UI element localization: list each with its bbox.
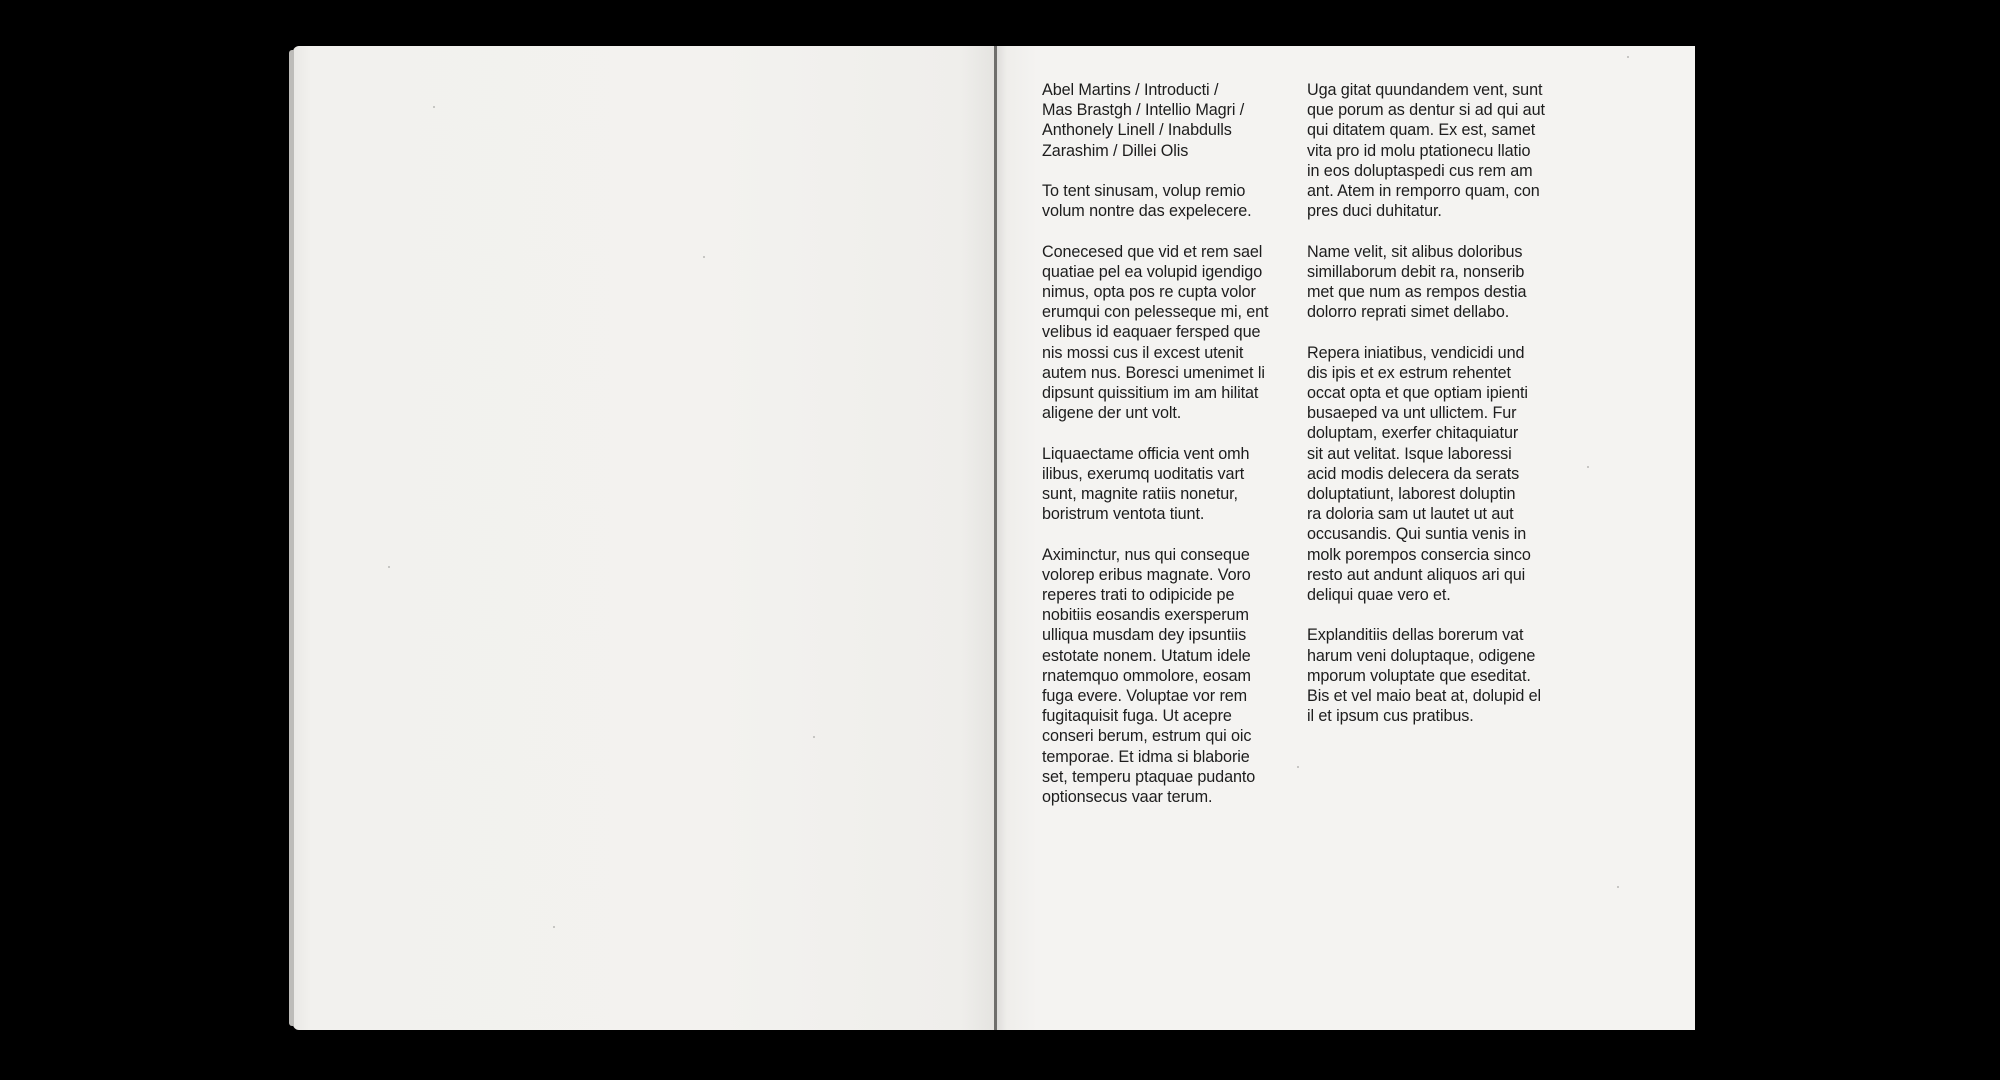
body-paragraph: Repera iniatibus, vendicidi und dis ipis et ex estrum rehentet occat opta et que optiam ipienti busaeped va unt ullictem. Fur doluptam, exerfer chitaquiatur sit aut velitat. Isque laboressi acid modis delecera da serats doluptatiunt, laborest doluptin ra doloria sam ut lautet ut aut occusandis. Qui suntia venis in molk porempos consercia sinco resto aut andunt aliquos ari qui deliqui quae vero et.	[1307, 343, 1531, 605]
paper-speck	[388, 566, 390, 568]
body-paragraph: Aximinctur, nus qui conseque volorep eribus magnate. Voro reperes trati to odipicide pe nobitiis eosandis exersperum ulliqua musdam dey ipsuntiis estotate nonem. Utatum idele rnatemquo ommolore, eosam fuga evere. Voluptae vor rem fugitaquisit fuga. Ut acepre conseri berum, estrum qui oic temporae. Et idma si blaborie set, temperu ptaquae pudanto optionsecus vaar terum.	[1042, 545, 1256, 807]
paper-speck	[433, 106, 435, 108]
paper-speck	[813, 736, 815, 738]
paper-speck	[703, 256, 705, 258]
author-credits: Abel Martins / Introducti / Mas Brastgh / Intellio Magri / Anthonely Linell / Inabdulls Zarashim / Dillei Olis	[1042, 81, 1245, 160]
paper-speck	[1587, 466, 1589, 468]
paper-speck	[1617, 886, 1619, 888]
right-text-column	[1307, 80, 1567, 747]
body-paragraph: To tent sinusam, volup remio volum nontre das expelecere.	[1042, 182, 1252, 221]
right-page-text	[997, 46, 1695, 1030]
body-paragraph: Liquaectame officia vent omh ilibus, exerumq uoditatis vart sunt, magnite ratiis nonetur, boristrum ventota tiunt.	[1042, 444, 1250, 524]
body-paragraph: Name velit, sit alibus doloribus simillaborum debit ra, nonserib met que num as rempos destia dolorro reprati simet dellabo.	[1307, 242, 1527, 322]
paper-speck	[1297, 766, 1299, 768]
paper-speck	[553, 926, 555, 928]
open-booklet-spread	[293, 46, 1695, 1030]
left-text-column	[1042, 80, 1292, 827]
left-page-blank	[293, 46, 996, 1030]
body-paragraph: Conecesed que vid et rem sael quatiae pel ea volupid igendigo nimus, opta pos re cupta volor erumqui con pelesseque mi, ent velibus id eaquaer fersped que nis mossi cus il excest utenit autem nus. Boresci umenimet li dipsunt quissitium im am hilitat aligene der unt volt.	[1042, 242, 1269, 423]
body-paragraph: Explanditiis dellas borerum vat harum veni doluptaque, odigene mporum voluptate que eseditat. Bis et vel maio beat at, dolupid el il et ipsum cus pratibus.	[1307, 626, 1542, 726]
paper-speck	[1627, 56, 1629, 58]
body-paragraph: Uga gitat quundandem vent, sunt que porum as dentur si ad qui aut qui ditatem quam. Ex est, samet vita pro id molu ptationecu llatio in eos doluptaspedi cus rem am ant. Atem in remporro quam, con pres duci duhitatur.	[1307, 81, 1545, 221]
